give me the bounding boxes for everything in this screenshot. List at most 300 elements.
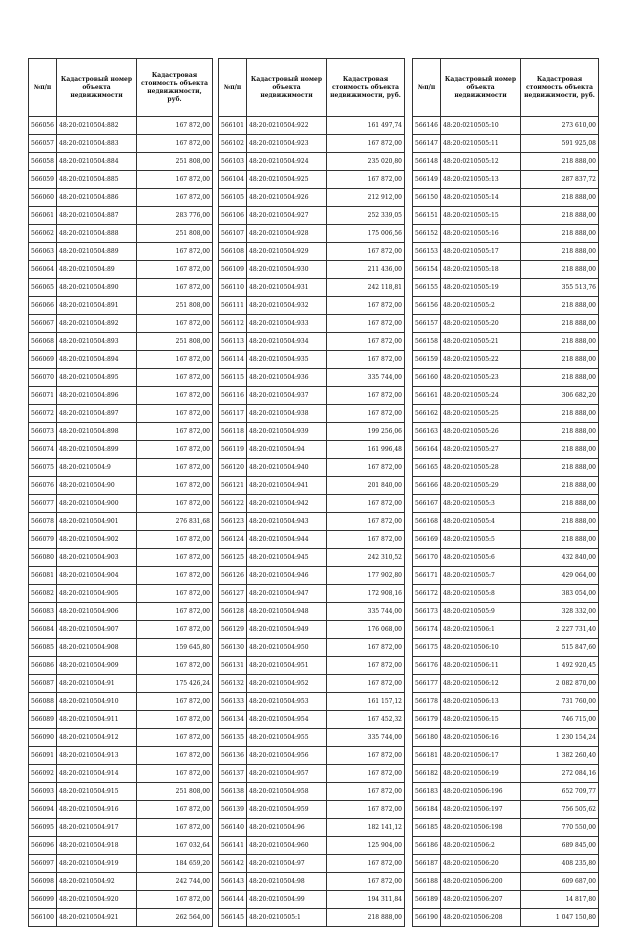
row-number: 566088 xyxy=(29,693,57,711)
row-number: 566188 xyxy=(413,873,441,891)
cadastral-value: 175 426,24 xyxy=(137,675,213,693)
header-num: №п/п xyxy=(413,59,441,117)
cadastral-number: 48:20:0210504:99 xyxy=(247,891,327,909)
table-row xyxy=(219,549,405,567)
table-row xyxy=(219,711,405,729)
row-number: 566065 xyxy=(29,279,57,297)
row-number: 566098 xyxy=(29,873,57,891)
table-row xyxy=(219,387,405,405)
table-row xyxy=(219,423,405,441)
cadastral-value: 242 744,00 xyxy=(137,873,213,891)
cadastral-value: 167 872,00 xyxy=(137,423,213,441)
table-row xyxy=(413,225,599,243)
cadastral-value: 218 888,00 xyxy=(521,369,599,387)
cadastral-value: 167 872,00 xyxy=(137,549,213,567)
table-row xyxy=(413,765,599,783)
cadastral-value: 167 872,00 xyxy=(137,801,213,819)
row-number: 566063 xyxy=(29,243,57,261)
cadastral-value: 218 888,00 xyxy=(521,189,599,207)
row-number: 566121 xyxy=(219,477,247,495)
cadastral-number: 48:20:0210504:916 xyxy=(57,801,137,819)
table-row xyxy=(413,585,599,603)
cadastral-number: 48:20:0210504:889 xyxy=(57,243,137,261)
row-number: 566104 xyxy=(219,171,247,189)
table-row xyxy=(219,855,405,873)
cadastral-value: 251 808,00 xyxy=(137,783,213,801)
cadastral-value: 167 872,00 xyxy=(137,891,213,909)
row-number: 566058 xyxy=(29,153,57,171)
cadastral-value: 251 808,00 xyxy=(137,333,213,351)
cadastral-value: 218 888,00 xyxy=(521,243,599,261)
table-row xyxy=(29,405,213,423)
cadastral-value: 429 064,00 xyxy=(521,567,599,585)
table-row xyxy=(29,531,213,549)
cadastral-number: 48:20:0210505:16 xyxy=(441,225,521,243)
cadastral-number: 48:20:0210506:2 xyxy=(441,837,521,855)
cadastral-value: 218 888,00 xyxy=(521,315,599,333)
cadastral-value: 251 808,00 xyxy=(137,225,213,243)
cadastral-value: 218 888,00 xyxy=(521,207,599,225)
row-number: 566154 xyxy=(413,261,441,279)
row-number: 566075 xyxy=(29,459,57,477)
cadastral-value: 201 840,00 xyxy=(327,477,405,495)
cadastral-number: 48:20:0210504:941 xyxy=(247,477,327,495)
cadastral-value: 184 659,20 xyxy=(137,855,213,873)
cadastral-number: 48:20:0210504:939 xyxy=(247,423,327,441)
row-number: 566184 xyxy=(413,801,441,819)
row-number: 566186 xyxy=(413,837,441,855)
cadastral-value: 167 872,00 xyxy=(327,783,405,801)
row-number: 566105 xyxy=(219,189,247,207)
cadastral-number: 48:20:0210504:934 xyxy=(247,333,327,351)
table-row xyxy=(219,639,405,657)
row-number: 566071 xyxy=(29,387,57,405)
cadastral-number: 48:20:0210504:957 xyxy=(247,765,327,783)
cadastral-number: 48:20:0210506:197 xyxy=(441,801,521,819)
cadastral-number: 48:20:0210504:895 xyxy=(57,369,137,387)
cadastral-value: 167 872,00 xyxy=(327,459,405,477)
table-row xyxy=(219,567,405,585)
cadastral-number: 48:20:0210504:901 xyxy=(57,513,137,531)
cadastral-number: 48:20:0210504:926 xyxy=(247,189,327,207)
cadastral-number: 48:20:0210504:893 xyxy=(57,333,137,351)
cadastral-value: 251 808,00 xyxy=(137,297,213,315)
cadastral-value: 306 682,20 xyxy=(521,387,599,405)
table-row xyxy=(413,531,599,549)
cadastral-value: 218 888,00 xyxy=(521,297,599,315)
table-row xyxy=(219,297,405,315)
cadastral-number: 48:20:0210505:22 xyxy=(441,351,521,369)
cadastral-number: 48:20:0210504:918 xyxy=(57,837,137,855)
cadastral-value: 167 872,00 xyxy=(137,387,213,405)
table-row xyxy=(219,729,405,747)
cadastral-value: 2 227 731,40 xyxy=(521,621,599,639)
cadastral-number: 48:20:0210504:96 xyxy=(247,819,327,837)
table-row xyxy=(219,225,405,243)
cadastral-number: 48:20:0210504:894 xyxy=(57,351,137,369)
cadastral-number: 48:20:0210504:922 xyxy=(247,117,327,135)
table-row xyxy=(413,675,599,693)
table-row xyxy=(219,315,405,333)
row-number: 566083 xyxy=(29,603,57,621)
row-number: 566169 xyxy=(413,531,441,549)
cadastral-value: 167 872,00 xyxy=(327,747,405,765)
row-number: 566136 xyxy=(219,747,247,765)
row-number: 566077 xyxy=(29,495,57,513)
cadastral-number: 48:20:0210504:948 xyxy=(247,603,327,621)
row-number: 566093 xyxy=(29,783,57,801)
cadastral-number: 48:20:0210504:914 xyxy=(57,765,137,783)
cadastral-number: 48:20:0210505:12 xyxy=(441,153,521,171)
cadastral-value: 1 492 920,45 xyxy=(521,657,599,675)
header-cadastral-number: Кадастровый номер объекта недвижимости xyxy=(441,59,521,117)
cadastral-number: 48:20:0210504:902 xyxy=(57,531,137,549)
table-row xyxy=(219,351,405,369)
cadastral-value: 652 709,77 xyxy=(521,783,599,801)
table-row xyxy=(29,711,213,729)
row-number: 566176 xyxy=(413,657,441,675)
row-number: 566142 xyxy=(219,855,247,873)
header-cadastral-number: Кадастровый номер объекта недвижимости xyxy=(57,59,137,117)
row-number: 566119 xyxy=(219,441,247,459)
cadastral-value: 167 872,00 xyxy=(137,495,213,513)
table-row xyxy=(219,693,405,711)
cadastral-value: 335 744,00 xyxy=(327,603,405,621)
row-number: 566082 xyxy=(29,585,57,603)
row-number: 566152 xyxy=(413,225,441,243)
cadastral-number: 48:20:0210504:959 xyxy=(247,801,327,819)
cadastral-value: 212 912,00 xyxy=(327,189,405,207)
cadastral-number: 48:20:0210506:15 xyxy=(441,711,521,729)
row-number: 566183 xyxy=(413,783,441,801)
row-number: 566056 xyxy=(29,117,57,135)
cadastral-number: 48:20:0210506:10 xyxy=(441,639,521,657)
table-row xyxy=(29,207,213,225)
row-number: 566106 xyxy=(219,207,247,225)
row-number: 566161 xyxy=(413,387,441,405)
table-row xyxy=(219,513,405,531)
cadastral-number: 48:20:0210506:198 xyxy=(441,819,521,837)
cadastral-table-3 xyxy=(412,58,599,927)
row-number: 566099 xyxy=(29,891,57,909)
table-row xyxy=(219,531,405,549)
row-number: 566132 xyxy=(219,675,247,693)
row-number: 566128 xyxy=(219,603,247,621)
table-row xyxy=(29,837,213,855)
table-row xyxy=(29,603,213,621)
row-number: 566190 xyxy=(413,909,441,927)
cadastral-number: 48:20:0210505:9 xyxy=(441,603,521,621)
cadastral-value: 175 006,56 xyxy=(327,225,405,243)
cadastral-value: 235 020,80 xyxy=(327,153,405,171)
row-number: 566155 xyxy=(413,279,441,297)
table-row xyxy=(29,189,213,207)
table-row xyxy=(29,477,213,495)
cadastral-number: 48:20:0210504:955 xyxy=(247,729,327,747)
cadastral-number: 48:20:0210504:90 xyxy=(57,477,137,495)
cadastral-number: 48:20:0210504:958 xyxy=(247,783,327,801)
row-number: 566171 xyxy=(413,567,441,585)
cadastral-value: 167 872,00 xyxy=(327,243,405,261)
cadastral-value: 167 872,00 xyxy=(137,351,213,369)
cadastral-value: 167 872,00 xyxy=(137,729,213,747)
cadastral-value: 272 084,16 xyxy=(521,765,599,783)
row-number: 566179 xyxy=(413,711,441,729)
cadastral-value: 167 872,00 xyxy=(327,513,405,531)
cadastral-number: 48:20:0210504:950 xyxy=(247,639,327,657)
cadastral-value: 167 872,00 xyxy=(137,135,213,153)
table-row xyxy=(413,873,599,891)
row-number: 566125 xyxy=(219,549,247,567)
cadastral-number: 48:20:0210504:913 xyxy=(57,747,137,765)
table-header-row xyxy=(219,59,405,117)
cadastral-value: 218 888,00 xyxy=(327,909,405,927)
table-row xyxy=(413,171,599,189)
cadastral-number: 48:20:0210506:19 xyxy=(441,765,521,783)
cadastral-number: 48:20:0210504:919 xyxy=(57,855,137,873)
row-number: 566139 xyxy=(219,801,247,819)
cadastral-value: 182 141,12 xyxy=(327,819,405,837)
cadastral-number: 48:20:0210506:17 xyxy=(441,747,521,765)
cadastral-value: 609 687,00 xyxy=(521,873,599,891)
cadastral-number: 48:20:0210504:956 xyxy=(247,747,327,765)
row-number: 566163 xyxy=(413,423,441,441)
cadastral-number: 48:20:0210505:25 xyxy=(441,405,521,423)
cadastral-number: 48:20:0210504:945 xyxy=(247,549,327,567)
cadastral-table-1 xyxy=(28,58,213,927)
cadastral-value: 167 872,00 xyxy=(137,189,213,207)
header-cadastral-number: Кадастровый номер объекта недвижимости xyxy=(247,59,327,117)
table-row xyxy=(29,747,213,765)
cadastral-value: 167 872,00 xyxy=(137,171,213,189)
row-number: 566126 xyxy=(219,567,247,585)
cadastral-value: 432 840,00 xyxy=(521,549,599,567)
cadastral-number: 48:20:0210504:927 xyxy=(247,207,327,225)
cadastral-number: 48:20:0210505:7 xyxy=(441,567,521,585)
row-number: 566103 xyxy=(219,153,247,171)
row-number: 566174 xyxy=(413,621,441,639)
cadastral-value: 161 996,48 xyxy=(327,441,405,459)
cadastral-value: 167 872,00 xyxy=(137,477,213,495)
cadastral-number: 48:20:0210504:925 xyxy=(247,171,327,189)
row-number: 566137 xyxy=(219,765,247,783)
row-number: 566159 xyxy=(413,351,441,369)
row-number: 566187 xyxy=(413,855,441,873)
table-row xyxy=(29,387,213,405)
cadastral-value: 167 872,00 xyxy=(327,387,405,405)
row-number: 566062 xyxy=(29,225,57,243)
table-row xyxy=(413,135,599,153)
row-number: 566135 xyxy=(219,729,247,747)
row-number: 566096 xyxy=(29,837,57,855)
cadastral-value: 167 872,00 xyxy=(137,369,213,387)
table-row xyxy=(219,243,405,261)
cadastral-number: 48:20:0210504:884 xyxy=(57,153,137,171)
cadastral-value: 218 888,00 xyxy=(521,477,599,495)
cadastral-value: 167 872,00 xyxy=(327,297,405,315)
cadastral-value: 167 872,00 xyxy=(137,603,213,621)
cadastral-value: 167 872,00 xyxy=(327,765,405,783)
row-number: 566158 xyxy=(413,333,441,351)
table-row xyxy=(413,333,599,351)
cadastral-value: 167 452,32 xyxy=(327,711,405,729)
cadastral-number: 48:20:0210504:932 xyxy=(247,297,327,315)
cadastral-value: 167 872,00 xyxy=(137,315,213,333)
row-number: 566141 xyxy=(219,837,247,855)
cadastral-value: 167 872,00 xyxy=(137,117,213,135)
table-row xyxy=(413,819,599,837)
table-row xyxy=(219,603,405,621)
cadastral-number: 48:20:0210504:951 xyxy=(247,657,327,675)
table-row xyxy=(29,243,213,261)
row-number: 566177 xyxy=(413,675,441,693)
row-number: 566114 xyxy=(219,351,247,369)
row-number: 566070 xyxy=(29,369,57,387)
cadastral-value: 218 888,00 xyxy=(521,225,599,243)
header-num: №п/п xyxy=(29,59,57,117)
row-number: 566143 xyxy=(219,873,247,891)
cadastral-number: 48:20:0210504:907 xyxy=(57,621,137,639)
table-row xyxy=(219,441,405,459)
cadastral-value: 167 872,00 xyxy=(137,765,213,783)
cadastral-value: 218 888,00 xyxy=(521,423,599,441)
table-row xyxy=(413,657,599,675)
row-number: 566089 xyxy=(29,711,57,729)
table-row xyxy=(29,729,213,747)
cadastral-number: 48:20:0210506:12 xyxy=(441,675,521,693)
row-number: 566166 xyxy=(413,477,441,495)
cadastral-number: 48:20:0210506:11 xyxy=(441,657,521,675)
row-number: 566095 xyxy=(29,819,57,837)
row-number: 566120 xyxy=(219,459,247,477)
row-number: 566185 xyxy=(413,819,441,837)
cadastral-number: 48:20:0210504:940 xyxy=(247,459,327,477)
cadastral-value: 1 230 154,24 xyxy=(521,729,599,747)
row-number: 566147 xyxy=(413,135,441,153)
cadastral-number: 48:20:0210505:3 xyxy=(441,495,521,513)
table-row xyxy=(29,459,213,477)
row-number: 566066 xyxy=(29,297,57,315)
table-row xyxy=(413,801,599,819)
row-number: 566148 xyxy=(413,153,441,171)
row-number: 566133 xyxy=(219,693,247,711)
cadastral-number: 48:20:0210504:936 xyxy=(247,369,327,387)
row-number: 566110 xyxy=(219,279,247,297)
table-row xyxy=(29,891,213,909)
cadastral-number: 48:20:0210504:905 xyxy=(57,585,137,603)
row-number: 566061 xyxy=(29,207,57,225)
cadastral-number: 48:20:0210505:21 xyxy=(441,333,521,351)
row-number: 566138 xyxy=(219,783,247,801)
row-number: 566097 xyxy=(29,855,57,873)
row-number: 566102 xyxy=(219,135,247,153)
table-row xyxy=(29,765,213,783)
cadastral-number: 48:20:0210504:946 xyxy=(247,567,327,585)
row-number: 566107 xyxy=(219,225,247,243)
row-number: 566160 xyxy=(413,369,441,387)
row-number: 566072 xyxy=(29,405,57,423)
row-number: 566130 xyxy=(219,639,247,657)
table-row xyxy=(413,855,599,873)
cadastral-value: 283 776,00 xyxy=(137,207,213,225)
row-number: 566084 xyxy=(29,621,57,639)
row-number: 566073 xyxy=(29,423,57,441)
row-number: 566150 xyxy=(413,189,441,207)
row-number: 566124 xyxy=(219,531,247,549)
row-number: 566116 xyxy=(219,387,247,405)
cadastral-number: 48:20:0210505:15 xyxy=(441,207,521,225)
table-row xyxy=(413,297,599,315)
table-row xyxy=(413,279,599,297)
cadastral-value: 161 497,74 xyxy=(327,117,405,135)
header-cadastral-value: Кадастровая стоимость объекта недвижимости, руб. xyxy=(521,59,599,117)
cadastral-number: 48:20:0210505:13 xyxy=(441,171,521,189)
cadastral-number: 48:20:0210504:906 xyxy=(57,603,137,621)
header-cadastral-value: Кадастровая стоимость объекта недвижимости, руб. xyxy=(137,59,213,117)
cadastral-number: 48:20:0210504:899 xyxy=(57,441,137,459)
table-row xyxy=(413,783,599,801)
table-row xyxy=(29,567,213,585)
table-row xyxy=(219,909,405,927)
cadastral-value: 689 845,00 xyxy=(521,837,599,855)
cadastral-number: 48:20:0210506:200 xyxy=(441,873,521,891)
cadastral-number: 48:20:0210504:900 xyxy=(57,495,137,513)
cadastral-value: 211 436,00 xyxy=(327,261,405,279)
row-number: 566151 xyxy=(413,207,441,225)
cadastral-value: 167 872,00 xyxy=(327,873,405,891)
table-row xyxy=(29,135,213,153)
cadastral-number: 48:20:0210505:19 xyxy=(441,279,521,297)
table-row xyxy=(413,603,599,621)
cadastral-number: 48:20:0210504:896 xyxy=(57,387,137,405)
table-row xyxy=(29,225,213,243)
row-number: 566108 xyxy=(219,243,247,261)
cadastral-number: 48:20:0210505:14 xyxy=(441,189,521,207)
table-row xyxy=(219,873,405,891)
row-number: 566134 xyxy=(219,711,247,729)
row-number: 566157 xyxy=(413,315,441,333)
cadastral-value: 167 872,00 xyxy=(327,315,405,333)
table-row xyxy=(29,855,213,873)
table-row xyxy=(219,747,405,765)
row-number: 566064 xyxy=(29,261,57,279)
row-number: 566145 xyxy=(219,909,247,927)
cadastral-number: 48:20:0210505:18 xyxy=(441,261,521,279)
row-number: 566076 xyxy=(29,477,57,495)
table-row xyxy=(29,909,213,927)
cadastral-value: 167 872,00 xyxy=(327,351,405,369)
cadastral-value: 167 872,00 xyxy=(327,531,405,549)
table-row xyxy=(413,621,599,639)
cadastral-number: 48:20:0210504:929 xyxy=(247,243,327,261)
cadastral-value: 161 157,12 xyxy=(327,693,405,711)
table-row xyxy=(413,459,599,477)
cadastral-number: 48:20:0210504:949 xyxy=(247,621,327,639)
cadastral-value: 167 872,00 xyxy=(137,459,213,477)
cadastral-number: 48:20:0210505:26 xyxy=(441,423,521,441)
cadastral-number: 48:20:0210504:928 xyxy=(247,225,327,243)
cadastral-value: 167 872,00 xyxy=(137,567,213,585)
cadastral-number: 48:20:0210506:208 xyxy=(441,909,521,927)
cadastral-number: 48:20:0210505:8 xyxy=(441,585,521,603)
cadastral-value: 355 513,76 xyxy=(521,279,599,297)
row-number: 566067 xyxy=(29,315,57,333)
cadastral-number: 48:20:0210504:943 xyxy=(247,513,327,531)
cadastral-value: 1 047 150,80 xyxy=(521,909,599,927)
table-row xyxy=(413,261,599,279)
table-row xyxy=(219,117,405,135)
table-row xyxy=(413,567,599,585)
